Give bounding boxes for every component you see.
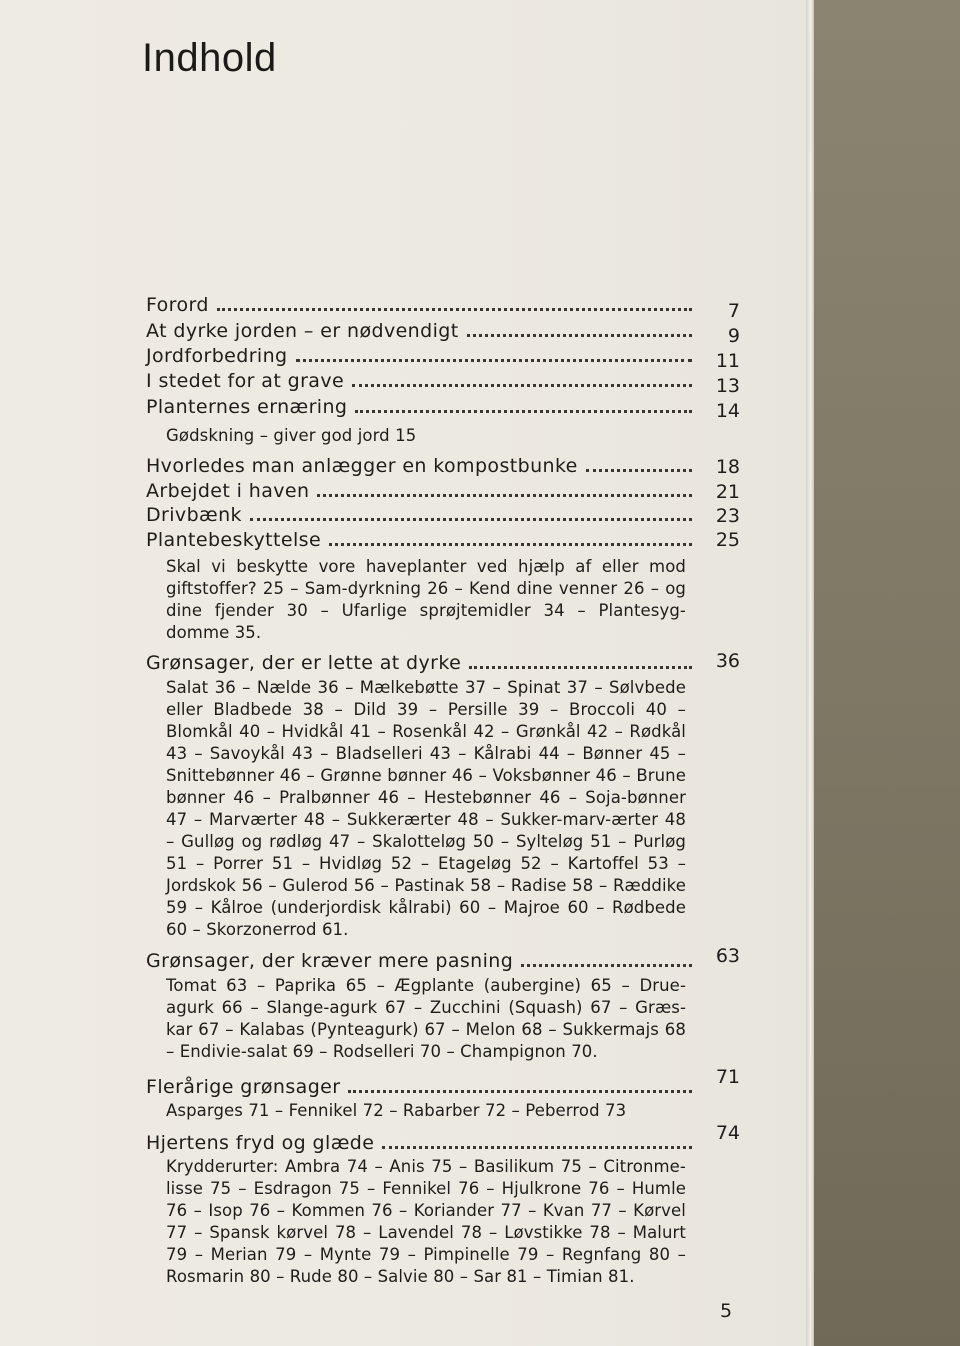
- toc-entry-plantebeskyttelse: [146, 525, 698, 551]
- toc-entry-planternes-ernaering: [146, 392, 698, 418]
- dot-leader: [521, 964, 692, 967]
- toc-entry-kompostbunke: [146, 451, 698, 477]
- dot-leader: [329, 543, 692, 546]
- toc-subentries: Krydderurter: Ambra 74 – Anis 75 – Basilikum 75 – Citronme-lisse 75 – Esdragon 75 – Fennikel 76 – Hjulkrone 76 – Humle 76 – Isop 76 – Kommen 76 – Koriander 77 – Kvan 77 – Kørvel 77 – Spansk kørvel 78 – Lavendel 78 – Løvstikke 78 – Malurt 79 – Merian 79 – Mynte 79 – Pimpinelle 79 – Regnfang 80 – Rosmarin 80 – Rude 80 – Salvie 80 – Sar 81 – Timian 81.: [166, 1157, 686, 1286]
- dot-leader: [469, 666, 692, 669]
- toc-entry-flerarige-gronsager: [146, 1072, 698, 1098]
- toc-entry-label: Grønsager, der kræver mere pasning: [146, 950, 514, 972]
- toc-page-number: 71: [715, 1066, 740, 1088]
- toc-subentries: Salat 36 – Nælde 36 – Mælkebøtte 37 – Spinat 37 – Sølvbede eller Bladbede 38 – Dild 39 – Persille 39 – Broccoli 40 – Blomkål 40 – Hvidkål 41 – Rosenkål 42 – Grønkål 42 – Rødkål 43 – Savoykål 43 – Bladselleri 43 – Kålrabi 44 – Bønner 45 – Snittebønner 46 – Grønne bønner 46 – Voksbønner 46 – Brune bønner 46 – Pralbønner 46 – Hestebønner 46 – Soja-bønner 47 – Marværter 48 – Sukkerærter 48 – Sukker-marv-ærter 48 – Gulløg og rødløg 47 – Skalotteløg 50 – Sylteløg 51 – Purløg 51 – Porrer 51 – Hvidløg 52 – Etageløg 52 – Kartoffel 53 – Jordskok 56 – Gulerod 56 – Pastinak 58 – Radise 58 – Ræddike 59 – Kålroe (underjordisk kålrabi) 60 – Majroe 60 – Rødbede 60 – Skorzonerrod 61.: [166, 678, 686, 939]
- toc-page-number: 63: [715, 945, 740, 967]
- toc-entry-mere-pasning: [146, 946, 698, 972]
- dot-leader: [586, 469, 692, 472]
- page-title: Indhold: [142, 36, 277, 80]
- toc-subentries: Tomat 63 – Paprika 65 – Ægplante (aubergine) 65 – Drue-agurk 66 – Slange-agurk 67 – Zucchini (Squash) 67 – Græs-kar 67 – Kalabas (Pynteagurk) 67 – Melon 68 – Sukkermajs 68 – Endivie-salat 69 – Rodselleri 70 – Champignon 70.: [166, 976, 686, 1061]
- toc-page-number: 7: [727, 300, 740, 322]
- toc-entry-label: Forord: [146, 294, 209, 316]
- dot-leader: [467, 334, 692, 337]
- toc-entry-label: Flerårige grønsager: [146, 1076, 341, 1098]
- toc-entry-label: Drivbænk: [146, 504, 242, 526]
- dot-leader: [250, 518, 692, 521]
- toc-entry-label: Arbejdet i haven: [146, 480, 310, 502]
- toc-page-number: 36: [715, 650, 740, 672]
- page-number: 5: [720, 1300, 733, 1322]
- toc-entry-arbejdet-i-haven: [146, 476, 698, 502]
- toc-entry-label: Plantebeskyttelse: [146, 529, 322, 551]
- dot-leader: [352, 384, 692, 387]
- toc-entry-label: At dyrke jorden – er nødvendigt: [146, 320, 459, 342]
- toc-page-number: 18: [715, 456, 740, 478]
- toc-page-number: 25: [715, 529, 740, 551]
- toc-page-number: 9: [727, 325, 740, 347]
- dot-leader: [348, 1090, 692, 1093]
- toc-entry-drivbaenk: [146, 500, 698, 526]
- toc-subentries: Skal vi beskytte vore haveplanter ved hjælp af eller mod giftstoffer? 25 – Sam-dyrkning 26 – Kend dine venner 26 – og dine fjender 30 – Ufarlige sprøjtemidler 34 – Plantesyg-domme 35.: [166, 557, 686, 642]
- toc-subentries: Asparges 71 – Fennikel 72 – Rabarber 72 – Peberrod 73: [166, 1101, 627, 1120]
- toc-entry-label: Hjertens fryd og glæde: [146, 1132, 375, 1154]
- dot-leader: [317, 494, 692, 497]
- toc-entry-jordforbedring: [146, 341, 698, 367]
- toc-page-number: 13: [715, 375, 740, 397]
- toc-page-number: 74: [715, 1122, 740, 1144]
- toc-entry-label: I stedet for at grave: [146, 370, 345, 392]
- toc-entry-label: Jordforbedring: [146, 345, 288, 367]
- toc-entry-label: Grønsager, der er lette at dyrke: [146, 652, 462, 674]
- toc-entry-forord: [146, 290, 698, 316]
- toc-entry-hjertens-fryd: [146, 1128, 698, 1154]
- toc-entry-label: Hvorledes man anlægger en kompostbunke: [146, 455, 578, 477]
- toc-entry-i-stedet-for-at-grave: [146, 366, 698, 392]
- background-surface: [814, 0, 960, 1346]
- toc-entry-lette-at-dyrke: [146, 648, 698, 674]
- toc-entry-at-dyrke-jorden: [146, 316, 698, 342]
- dot-leader: [355, 410, 692, 413]
- toc-entry-label: Planternes ernæring: [146, 396, 348, 418]
- dot-leader: [217, 308, 692, 311]
- toc-page-number: 21: [715, 481, 740, 503]
- dot-leader: [296, 359, 693, 362]
- dot-leader: [382, 1146, 692, 1149]
- toc-page-number: 11: [715, 350, 740, 372]
- toc-subentries: Gødskning – giver god jord 15: [166, 426, 417, 445]
- toc-page-number: 14: [715, 400, 740, 422]
- toc-page-number: 23: [715, 505, 740, 527]
